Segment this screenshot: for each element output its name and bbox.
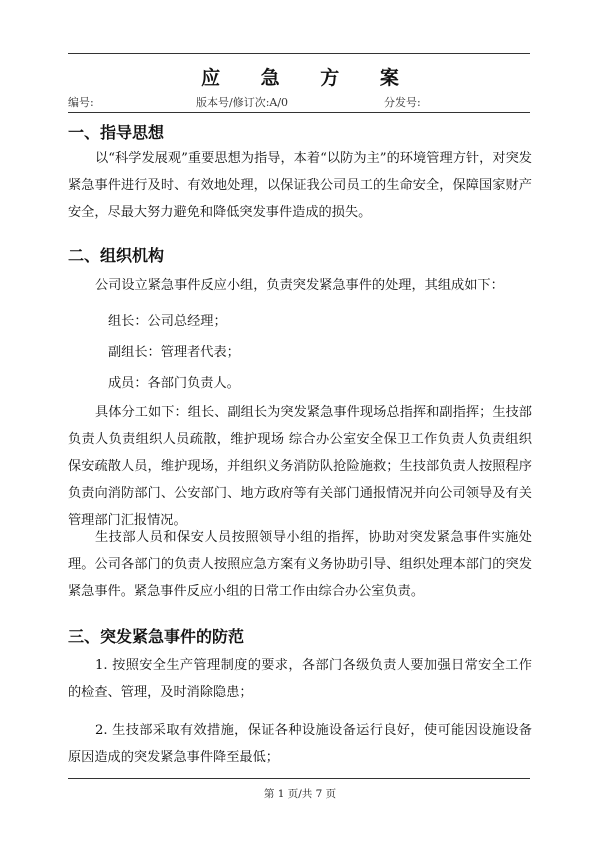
member-members: 成员：各部门负责人。 — [108, 376, 240, 391]
number-label: 编号: — [68, 96, 94, 109]
section-heading-guiding-thought: 一、指导思想 — [68, 123, 165, 142]
section-heading-organization: 二、组织机构 — [68, 246, 165, 265]
paragraph-coordination: 生技部人员和保安人员按照领导小组的指挥，协助对突发紧急事件实施处理。公司各部门的负责人按照应急方案有义务协助引导、组织处理本部门的突发紧急事件。紧急事件反应小组的日常工作由综合办公室负责。 — [68, 530, 532, 599]
version-label: 版本号/修订次:A/0 — [196, 96, 289, 109]
footer-rule — [68, 778, 530, 779]
meta-rule — [68, 112, 530, 113]
paragraph-division-of-work: 具体分工如下：组长、副组长为突发紧急事件现场总指挥和副指挥；生技部负责人负责组织人员疏散，维护现场 综合办公室安全保卫工作负责人负责组织保安疏散人员，维护现场，并组织义务消防队抢险施救；生技部负责人按照程序负责向消防部门、公安部门、地方政府等有关部门通报情况并向公司领导及有关管理部门汇报情况。 — [68, 405, 532, 528]
member-deputy-leader: 副组长：管理者代表； — [108, 345, 240, 360]
page-number: 第 1 页/共 7 页 — [263, 788, 337, 800]
section-heading-prevention: 三、突发紧急事件的防范 — [68, 627, 245, 646]
paragraph-organization-intro: 公司设立紧急事件反应小组，负责突发紧急事件的处理，其组成如下： — [95, 278, 504, 293]
paragraph-prevention-1: 1. 按照安全生产管理制度的要求，各部门各级负责人要加强日常安全工作的检查、管理，及时消除隐患； — [68, 658, 532, 700]
paragraph-prevention-2: 2. 生技部采取有效措施，保证各种设施设备运行良好，使可能因设施设备原因造成的突发紧急事件降至最低； — [68, 723, 532, 765]
distribution-label: 分发号: — [384, 96, 421, 109]
member-leader: 组长：公司总经理； — [108, 314, 227, 329]
header-rule — [68, 53, 530, 54]
document-title: 应 急 方 案 — [201, 67, 416, 89]
paragraph-guiding-thought: 以“科学发展观”重要思想为指导，本着“以防为主”的环境管理方针，对突发紧急事件进行及时、有效地处理，以保证我公司员工的生命安全，保障国家财产安全，尽最大努力避免和降低突发事件造成的损失。 — [68, 151, 532, 220]
